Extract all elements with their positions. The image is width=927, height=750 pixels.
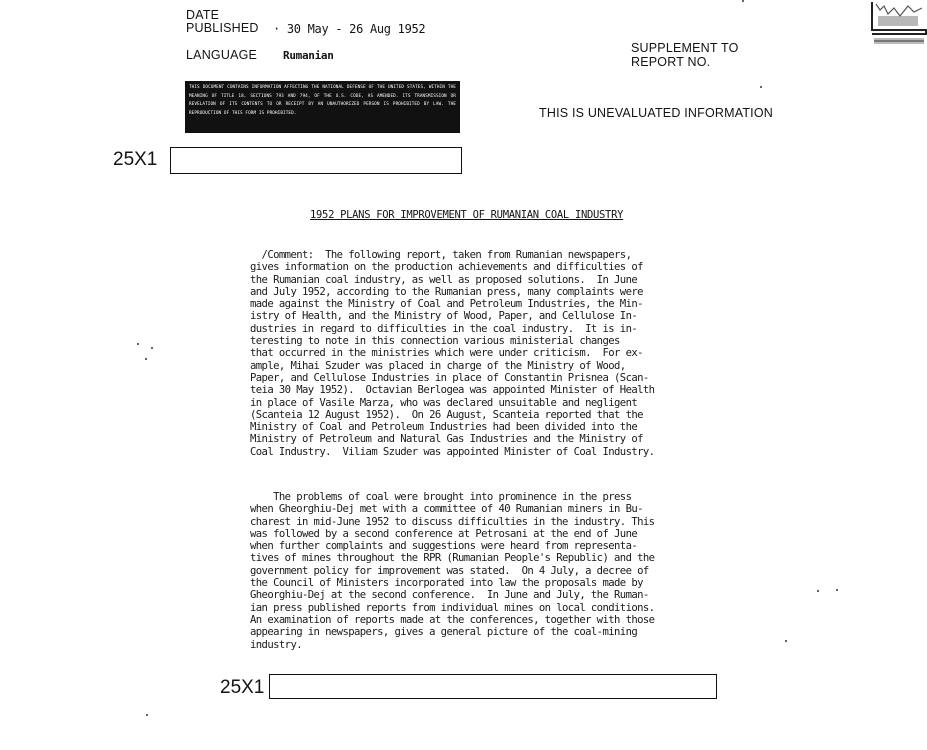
scan-speck <box>742 0 744 2</box>
paragraph-coal-problems-line: the Council of Ministers incorporated into law the proposals made by <box>250 577 643 590</box>
document-title: 1952 PLANS FOR IMPROVEMENT OF RUMANIAN COAL INDUSTRY <box>310 209 624 221</box>
paragraph-coal-problems-line: industry. <box>250 638 303 651</box>
paragraph-coal-problems-line: Gheorghiu-Dej at the second conference. In June and July, the Ruman- <box>250 589 649 602</box>
paragraph-comment-line: Ministry of Petroleum and Natural Gas Industries and the Ministry of <box>250 433 643 446</box>
redaction-box-bottom <box>269 674 717 699</box>
published-date-value: · 30 May - 26 Aug 1952 <box>273 22 426 36</box>
paragraph-comment-line: teresting to note in this connection various ministerial changes <box>250 335 620 348</box>
paragraph-comment-line: dustries in regard to difficulties in the coal industry. It is in- <box>250 322 638 335</box>
paragraph-coal-problems-line: tives of mines throughout the RPR (Rumanian People's Republic) and the <box>250 552 655 565</box>
redaction-code-bottom: 25X1 <box>220 677 265 698</box>
unevaluated-notice: THIS IS UNEVALUATED INFORMATION <box>539 106 773 120</box>
paragraph-coal-problems-line: appearing in newspapers, gives a general picture of the coal-mining <box>250 626 638 639</box>
paragraph-comment-line: that occurred in the ministries which were under criticism. For ex- <box>250 347 643 360</box>
paragraph-comment-line: and July 1952, according to the Rumanian press, many complaints were <box>250 285 643 298</box>
paragraph-comment-line: the Rumanian coal industry, as well as proposed solutions. In June <box>250 273 638 286</box>
paragraph-comment-line: in place of Vasile Marza, who was declared unsuitable and negligent <box>250 396 638 409</box>
paragraph-comment-line: /Comment: The following report, taken from Rumanian newspapers, <box>250 249 632 261</box>
language-label: LANGUAGE <box>186 48 258 62</box>
scan-speck <box>817 590 819 592</box>
paragraph-comment-line: Paper, and Cellulose Industries in place of Constantin Prisnea (Scan- <box>250 371 649 384</box>
scan-speck <box>146 714 148 716</box>
redaction-code-top: 25X1 <box>113 149 158 170</box>
paragraph-coal-problems-line: when further complaints and suggestions were heard from representa- <box>250 540 638 553</box>
archive-stamp-graphic <box>868 0 927 48</box>
paragraph-comment-line: (Scanteia 12 August 1952). On 26 August, Scanteia reported that the <box>250 408 643 421</box>
language-value: Rumanian <box>283 49 334 62</box>
supplement-label: SUPPLEMENT TO <box>631 41 739 55</box>
scan-speck <box>145 358 147 360</box>
paragraph-comment-line: istry of Health, and the Ministry of Wood, Paper, and Cellulose In- <box>250 310 638 323</box>
paragraph-comment-line: made against the Ministry of Coal and Petroleum Industries, the Min- <box>250 298 643 311</box>
legal-notice-text: THIS DOCUMENT CONTAINS INFORMATION AFFECTING THE NATIONAL DEFENSE OF THE UNITED STATES, WITHIN THE MEANING OF TITLE 18, SECTIONS 793 AND 794, OF THE U.S. CODE, AS AMENDED. ITS TRANSMISSION OR REVELATION OF ITS CONTENTS TO OR RECEIPT BY AN UNAUTHORIZED PERSON IS PROHIBITED BY LAW. THE REPRODUCTION OF THIS FORM IS PROHIBITED. <box>189 85 456 116</box>
paragraph-coal-problems-line: was followed by a second conference at Petrosani at the end of June <box>250 527 638 540</box>
legal-notice-box <box>185 81 460 133</box>
paragraph-comment-line: Coal Industry. Viliam Szuder was appointed Minister of Coal Industry. <box>250 445 655 458</box>
scan-speck <box>151 347 153 349</box>
paragraph-coal-problems-line: government policy for improvement was stated. On 4 July, a decree of <box>250 564 649 577</box>
paragraph-comment <box>250 249 654 458</box>
paragraph-coal-problems-line: ian press published reports from individual mines on local conditions. <box>250 601 655 614</box>
scan-speck <box>785 640 787 642</box>
paragraph-coal-problems-line: The problems of coal were brought into prominence in the press <box>250 491 632 503</box>
redaction-box-top <box>170 147 462 174</box>
paragraph-comment-line: Ministry of Coal and Petroleum Industries had been divided into the <box>250 421 638 434</box>
paragraph-coal-problems <box>250 491 654 651</box>
report-no-label: REPORT NO. <box>631 55 711 69</box>
scan-speck <box>836 589 838 591</box>
paragraph-comment-line: teia 30 May 1952). Octavian Berlogea was appointed Minister of Health <box>250 384 655 397</box>
paragraph-coal-problems-line: charest in mid-June 1952 to discuss difficulties in the industry. This <box>250 515 655 528</box>
date-label: DATE <box>186 8 220 22</box>
paragraph-comment-line: gives information on the production achievements and difficulties of <box>250 261 643 274</box>
scan-speck <box>137 343 139 345</box>
archive-stamp <box>868 0 927 48</box>
paragraph-coal-problems-line: when Gheorghiu-Dej met with a committee of 40 Rumanian miners in Bu- <box>250 503 643 516</box>
paragraph-comment-line: ample, Mihai Szuder was placed in charge of the Ministry of Wood, <box>250 359 626 372</box>
scan-speck <box>760 86 762 88</box>
published-label: PUBLISHED <box>186 21 259 35</box>
paragraph-coal-problems-line: An examination of reports made at the conferences, together with those <box>250 613 655 626</box>
